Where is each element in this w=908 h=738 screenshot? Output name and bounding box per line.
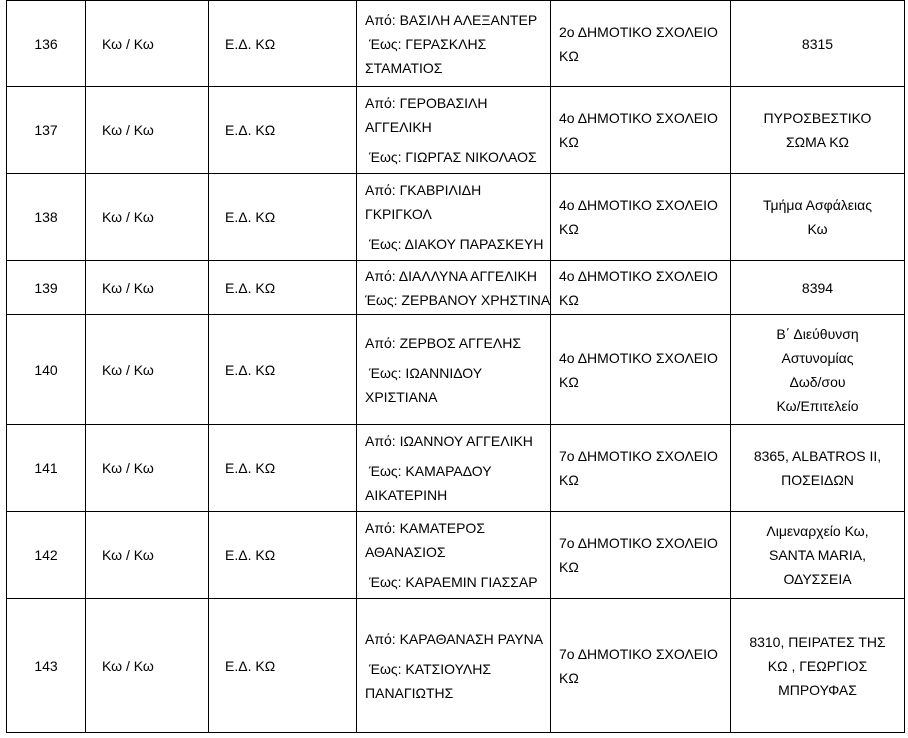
- name-range-cell: [357, 174, 551, 261]
- responsible-line: 8315: [801, 35, 834, 52]
- range-line: Έως: ΖΕΡΒΑΝΟΥ ΧΡΗΣΤΙΝΑ: [365, 291, 551, 308]
- responsible-cell: [731, 512, 905, 599]
- school-line: ΚΩ: [559, 291, 579, 308]
- range-line: ΑΓΓΕΛΙΚΗ: [365, 119, 432, 135]
- range-line: Έως: ΓΙΩΡΓΑΣ ΝΙΚΟΛΑΟΣ: [369, 149, 537, 165]
- responsible-line: ΚΩ , ΓΕΩΡΓΙΟΣ: [767, 657, 868, 674]
- responsible-line: ΟΔΥΣΣΕΙΑ: [783, 571, 852, 587]
- region-cell: Κω / Κω: [86, 174, 209, 261]
- table-row: [7, 425, 905, 512]
- school-line: 4ο ΔΗΜΟΤΙΚΟ ΣΧΟΛΕΙΟ: [559, 267, 718, 284]
- row-number: 143: [7, 599, 86, 733]
- responsible-line: Κω: [807, 221, 828, 237]
- table-row: [7, 315, 905, 425]
- unit-cell: Ε.Δ. ΚΩ: [209, 174, 357, 261]
- school-line: 2ο ΔΗΜΟΤΙΚΟ ΣΧΟΛΕΙΟ: [559, 23, 718, 40]
- region-cell: Κω / Κω: [86, 1, 209, 87]
- region-cell: Κω / Κω: [86, 261, 209, 315]
- table-row: [7, 512, 905, 599]
- school-cell: [551, 512, 731, 599]
- school-line: ΚΩ: [559, 472, 579, 488]
- school-line: ΚΩ: [559, 373, 579, 390]
- responsible-line: 8310, ΠΕΙΡΑΤΕΣ ΤΗΣ: [749, 633, 886, 650]
- school-line: ΚΩ: [559, 559, 579, 575]
- school-line: 4ο ΔΗΜΟΤΙΚΟ ΣΧΟΛΕΙΟ: [559, 197, 718, 213]
- name-range-cell: [357, 512, 551, 599]
- row-number: 137: [7, 87, 86, 174]
- responsible-line: Τμήμα Ασφάλειας: [763, 197, 872, 213]
- range-line: ΑΘΑΝΑΣΙΟΣ: [365, 544, 446, 560]
- range-line: ΣΤΑΜΑΤΙΟΣ: [365, 59, 443, 76]
- unit-cell: Ε.Δ. ΚΩ: [209, 425, 357, 512]
- range-line: Από: ΚΑΡΑΘΑΝΑΣΗ ΡΑΥΝΑ: [365, 630, 544, 647]
- school-cell: [551, 87, 731, 174]
- unit-cell: Ε.Δ. ΚΩ: [209, 261, 357, 315]
- responsible-cell: [731, 425, 905, 512]
- school-cell: [551, 261, 731, 315]
- row-number: 136: [7, 1, 86, 87]
- range-line: Από: ΔΙΑΛΛΥΝΑ ΑΓΓΕΛΙΚΗ: [365, 267, 537, 284]
- row-number: 142: [7, 512, 86, 599]
- school-line: 7ο ΔΗΜΟΤΙΚΟ ΣΧΟΛΕΙΟ: [559, 645, 718, 662]
- name-range-cell: [357, 261, 551, 315]
- range-line: ΠΑΝΑΓΙΩΤΗΣ: [365, 684, 454, 701]
- table-row: [7, 87, 905, 174]
- range-line: Έως: ΚΑΤΣΙΟΥΛΗΣ: [369, 660, 492, 677]
- responsible-line: Αστυνομίας: [781, 349, 854, 366]
- unit-cell: Ε.Δ. ΚΩ: [209, 512, 357, 599]
- table-row: [7, 261, 905, 315]
- unit-cell: Ε.Δ. ΚΩ: [209, 315, 357, 425]
- range-line: Έως: ΚΑΡΑΕΜΙΝ ΓΙΑΣΣΑΡ: [369, 574, 538, 590]
- table-row: [7, 174, 905, 261]
- row-number: 139: [7, 261, 86, 315]
- school-cell: [551, 315, 731, 425]
- table-row: [7, 1, 905, 87]
- responsible-cell: [731, 174, 905, 261]
- range-line: Έως: ΓΕΡΑΣΚΛΗΣ: [369, 35, 487, 52]
- range-line: Από: ΖΕΡΒΟΣ ΑΓΓΕΛΗΣ: [365, 334, 522, 351]
- responsible-cell: [731, 1, 905, 87]
- school-line: 7ο ΔΗΜΟΤΙΚΟ ΣΧΟΛΕΙΟ: [559, 535, 718, 551]
- school-line: ΚΩ: [559, 221, 579, 237]
- unit-cell: Ε.Δ. ΚΩ: [209, 599, 357, 733]
- table-row: [7, 599, 905, 733]
- responsible-cell: [731, 87, 905, 174]
- region-cell: Κω / Κω: [86, 87, 209, 174]
- responsible-cell: [731, 599, 905, 733]
- responsible-line: Λιμεναρχείο Κω,: [766, 523, 869, 539]
- school-cell: [551, 1, 731, 87]
- name-range-cell: [357, 425, 551, 512]
- responsible-line: ΣΩΜΑ ΚΩ: [785, 134, 850, 150]
- range-line: Έως: ΙΩΑΝΝΙΔΟΥ: [369, 364, 483, 381]
- range-line: Από: ΚΑΜΑΤΕΡΟΣ: [365, 520, 485, 536]
- school-cell: [551, 599, 731, 733]
- name-range-cell: [357, 87, 551, 174]
- responsible-line: SANTA MARIA,: [769, 547, 866, 563]
- responsible-line: 8365, ALBATROS II,: [753, 448, 882, 464]
- responsible-line: ΜΠΡΟΥΦΑΣ: [778, 681, 857, 698]
- region-cell: Κω / Κω: [86, 315, 209, 425]
- responsible-cell: [731, 261, 905, 315]
- range-line: Από: ΓΕΡΟΒΑΣΙΛΗ: [365, 95, 488, 111]
- school-cell: [551, 174, 731, 261]
- row-number: 138: [7, 174, 86, 261]
- range-line: Από: ΓΚΑΒΡΙΛΙΔΗ: [365, 182, 482, 198]
- unit-cell: Ε.Δ. ΚΩ: [209, 87, 357, 174]
- range-line: ΧΡΙΣΤΙΑΝΑ: [365, 388, 438, 405]
- name-range-cell: [357, 315, 551, 425]
- unit-cell: Ε.Δ. ΚΩ: [209, 1, 357, 87]
- name-range-cell: [357, 1, 551, 87]
- row-number: 140: [7, 315, 86, 425]
- range-line: Από: ΒΑΣΙΛΗ ΑΛΕΞΑΝΤΕΡ: [365, 11, 538, 28]
- school-line: ΚΩ: [559, 47, 579, 64]
- polling-stations-table: [6, 0, 905, 733]
- range-line: Έως: ΚΑΜΑΡΑΔΟΥ: [369, 463, 492, 479]
- range-line: ΑΙΚΑΤΕΡΙΝΗ: [365, 487, 448, 503]
- responsible-line: Β΄ Διεύθυνση: [776, 325, 859, 342]
- name-range-cell: [357, 599, 551, 733]
- row-number: 141: [7, 425, 86, 512]
- region-cell: Κω / Κω: [86, 599, 209, 733]
- responsible-line: ΠΟΣΕΙΔΩΝ: [781, 472, 854, 488]
- responsible-line: Κω/Επιτελείο: [776, 397, 859, 414]
- responsible-line: 8394: [801, 279, 834, 296]
- responsible-line: Δωδ/σου: [789, 373, 846, 390]
- responsible-cell: [731, 315, 905, 425]
- school-line: 4ο ΔΗΜΟΤΙΚΟ ΣΧΟΛΕΙΟ: [559, 349, 718, 366]
- school-line: ΚΩ: [559, 134, 579, 150]
- school-cell: [551, 425, 731, 512]
- school-line: 4ο ΔΗΜΟΤΙΚΟ ΣΧΟΛΕΙΟ: [559, 110, 718, 126]
- school-line: 7ο ΔΗΜΟΤΙΚΟ ΣΧΟΛΕΙΟ: [559, 448, 718, 464]
- region-cell: Κω / Κω: [86, 425, 209, 512]
- range-line: Από: ΙΩΑΝΝΟΥ ΑΓΓΕΛΙΚΗ: [365, 433, 533, 449]
- range-line: ΓΚΡΙΓΚΟΛ: [365, 206, 432, 222]
- responsible-line: ΠΥΡΟΣΒΕΣΤΙΚΟ: [763, 110, 872, 126]
- region-cell: Κω / Κω: [86, 512, 209, 599]
- school-line: ΚΩ: [559, 669, 579, 686]
- range-line: Έως: ΔΙΑΚΟΥ ΠΑΡΑΣΚΕΥΗ: [369, 236, 544, 252]
